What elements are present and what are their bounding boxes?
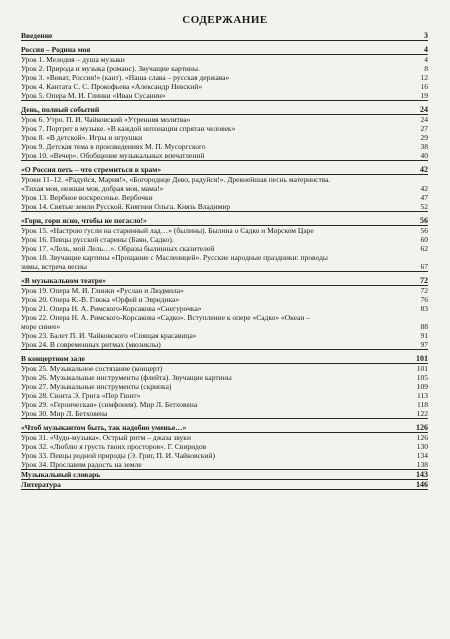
toc-entry-row [21,235,428,244]
toc-section-row [21,45,428,55]
toc-page-number: 4 [424,55,428,64]
toc-page-number: 91 [420,331,428,340]
page-title: СОДЕРЖАНИЕ [182,14,268,26]
toc-entry-text: Уроки 11–12. «Радуйся, Мария!», «Богородице Дево, радуйся!». Древнейшая песнь материнства. [21,175,331,184]
toc-entry-text: Урок 16. Певцы русской старины (Баян, Садко). [21,235,174,244]
toc-entry-text: Урок 19. Опера М. И. Глинки «Руслан и Людмила» [21,286,184,295]
toc-entry-text: «О Россия петь – что стремиться в храм» [21,165,162,174]
toc-page-number: 3 [424,31,428,40]
toc-page-number: 56 [420,216,428,225]
toc-list [21,31,428,490]
toc-entry-row [21,115,428,124]
toc-section-row [21,216,428,226]
toc-page-number: 47 [420,193,428,202]
toc-entry-text: Урок 21. Опера Н. А. Римского-Корсакова «Снегурочка» [21,304,202,313]
toc-page-number: 52 [420,202,428,211]
toc-entry-row [21,322,428,331]
toc-entry-row [21,202,428,212]
toc-entry-text: Урок 17. «Лель, мой Лель…». Образы былинных сказителей [21,244,215,253]
toc-page-number: 118 [417,400,428,409]
toc-entry-text: Урок 4. Кантата С. С. Прокофьева «Александр Невский» [21,82,203,91]
toc-entry-text: Урок 28. Сюита Э. Грига «Пер Гюнт» [21,391,141,400]
toc-entry-text: Урок 5. Опера М. И. Глинки «Иван Сусанин» [21,91,166,100]
toc-entry-text: Урок 10. «Вечер». Обобщение музыкальных впечатлений [21,151,205,160]
toc-page-number: 101 [416,354,428,363]
toc-page-number: 62 [420,244,428,253]
toc-entry-text: Урок 15. «Настрою гусли на старинный лад…» (былины). Былина о Садко и Морском Царе [21,226,314,235]
toc-page-number: 67 [420,262,428,271]
toc-page-number: 83 [420,304,428,313]
toc-entry-row [21,409,428,419]
toc-entry-row [21,184,428,193]
toc-entry-text: Урок 32. «Люблю я грусть твоих просторов». Г. Свиридов [21,442,207,451]
toc-page-number: 146 [416,480,428,489]
toc-page-number: 130 [416,442,428,451]
toc-entry-row [21,382,428,391]
toc-page-number: 4 [424,45,428,54]
toc-entry-text: Урок 3. «Виват, Россия!» (кант). «Наша слава – русская держава» [21,73,230,82]
toc-entry-row [21,73,428,82]
toc-page-number: 105 [416,373,428,382]
toc-section-row [21,165,428,175]
toc-entry-text: Урок 20. Опера К.-В. Глюка «Орфей и Эвридика» [21,295,180,304]
toc-entry-text: Урок 18. Звучащие картины «Прощание с Масленицей». Русские народные праздники: проводы [21,253,328,262]
toc-entry-row [21,133,428,142]
toc-page-number: 19 [420,91,428,100]
toc-entry-row [21,193,428,202]
toc-page-number: 97 [420,340,428,349]
toc-page-number: 29 [420,133,428,142]
toc-entry-text: Урок 33. Певцы родной природы (Э. Григ, П. И. Чайковский) [21,451,216,460]
toc-page-number: 126 [416,423,428,432]
toc-page-number: 126 [416,433,428,442]
toc-page-number: 27 [420,124,428,133]
toc-entry-text: зимы, встреча весны [21,262,87,271]
toc-entry-text: море синее» [21,322,61,331]
toc-entry-row [21,151,428,161]
toc-entry-row [21,226,428,235]
toc-entry-row [21,364,428,373]
toc-entry-text: Урок 30. Мир Л. Бетховена [21,409,108,418]
toc-entry-row [21,391,428,400]
toc-section-row [21,423,428,433]
toc-entry-row [21,451,428,460]
toc-entry-text: Урок 2. Природа и музыка (романс). Звучащие картины. [21,64,200,73]
toc-page-number: 109 [416,382,428,391]
toc-page-number: 38 [420,142,428,151]
toc-section-row [21,470,428,480]
toc-entry-text: Музыкальный словарь [21,470,101,479]
toc-entry-row [21,442,428,451]
toc-entry-text: Урок 26. Музыкальные инструменты (флейта). Звучащие картины [21,373,232,382]
toc-entry-row [21,460,428,470]
toc-entry-text: Урок 24. В современных ритмах (мюзиклы) [21,340,161,349]
toc-entry-row [21,295,428,304]
toc-entry-row [21,82,428,91]
toc-page-number: 24 [420,105,428,114]
toc-page-number: 122 [416,409,428,418]
toc-entry-row [21,55,428,64]
toc-entry-text: Урок 8. «В детской». Игры и игрушки [21,133,143,142]
toc-entry-text: Литература [21,480,61,489]
toc-section-row [21,31,428,41]
toc-page-number: 143 [416,470,428,479]
toc-entry-row [21,91,428,101]
toc-page-number: 76 [420,295,428,304]
toc-entry-row [21,142,428,151]
toc-entry-text: Урок 29. «Героическая» (симфония). Мир Л. Бетховена [21,400,198,409]
toc-entry-row [21,313,428,322]
toc-entry-row [21,340,428,350]
toc-entry-text: Урок 1. Мелодия – душа музыки [21,55,125,64]
toc-entry-row [21,286,428,295]
toc-section-row [21,354,428,364]
toc-page-number: 24 [420,115,428,124]
toc-entry-row [21,175,428,184]
toc-page-number: 72 [420,276,428,285]
toc-page-number: 12 [420,73,428,82]
toc-entry-text: Урок 34. Прославим радость на земле [21,460,142,469]
toc-page-number: 42 [420,184,428,193]
toc-page-number: 56 [420,226,428,235]
toc-entry-text: Урок 7. Портрет в музыке. «В каждой интонации спрятан человек» [21,124,236,133]
toc-entry-row [21,304,428,313]
toc-entry-text: Урок 13. Вербное воскресенье. Вербочки [21,193,153,202]
toc-page-number: 8 [424,64,428,73]
toc-page-number: 16 [420,82,428,91]
toc-page-number: 138 [416,460,428,469]
toc-entry-text: «Чтоб музыкантом быть, так надобно уменье…» [21,423,187,432]
toc-page-number: 42 [420,165,428,174]
toc-entry-text: Урок 22. Опера Н. А. Римского-Корсакова «Садко». Вступление к опере «Садко» «Океан – [21,313,311,322]
toc-entry-text: Урок 14. Святые земли Русской. Княгиня Ольга. Князь Владимир [21,202,231,211]
toc-page-number: 101 [416,364,428,373]
toc-page-number: 88 [420,322,428,331]
toc-entry-text: Урок 25. Музыкальное состязание (концерт) [21,364,163,373]
toc-entry-row [21,373,428,382]
toc-entry-text: Урок 9. Детская тема в произведениях М. П. Мусоргского [21,142,206,151]
toc-entry-row [21,400,428,409]
toc-entry-row [21,331,428,340]
toc-entry-row [21,124,428,133]
toc-section-row [21,480,428,490]
toc-entry-text: День, полный событий [21,105,100,114]
toc-page-number: 40 [420,151,428,160]
toc-entry-text: Урок 23. Балет П. И. Чайковского «Спящая красавица» [21,331,197,340]
toc-entry-row [21,253,428,262]
toc-entry-text: Урок 31. «Чудо-музыка». Острый ритм – джаза звуки [21,433,191,442]
toc-entry-text: Урок 6. Утро. П. И. Чайковский «Утренняя молитва» [21,115,191,124]
toc-entry-text: Россия – Родина моя [21,45,91,54]
toc-entry-text: Введение [21,31,53,40]
toc-entry-row [21,262,428,272]
toc-entry-row [21,244,428,253]
toc-entry-text: «Тихая моя, нежная моя, добрая моя, мама!» [21,184,164,193]
toc-entry-row [21,64,428,73]
toc-page-number: 134 [416,451,428,460]
toc-section-row [21,105,428,115]
toc-section-row [21,276,428,286]
toc-page-number: 113 [417,391,428,400]
toc-entry-text: Урок 27. Музыкальные инструменты (скрипка) [21,382,172,391]
toc-page-number: 72 [420,286,428,295]
toc-entry-text: В концертном зале [21,354,85,363]
toc-entry-row [21,433,428,442]
toc-page-number: 60 [420,235,428,244]
toc-entry-text: «В музыкальном театре» [21,276,107,285]
toc-entry-text: «Гори, гори ясно, чтобы не погасло!» [21,216,147,225]
